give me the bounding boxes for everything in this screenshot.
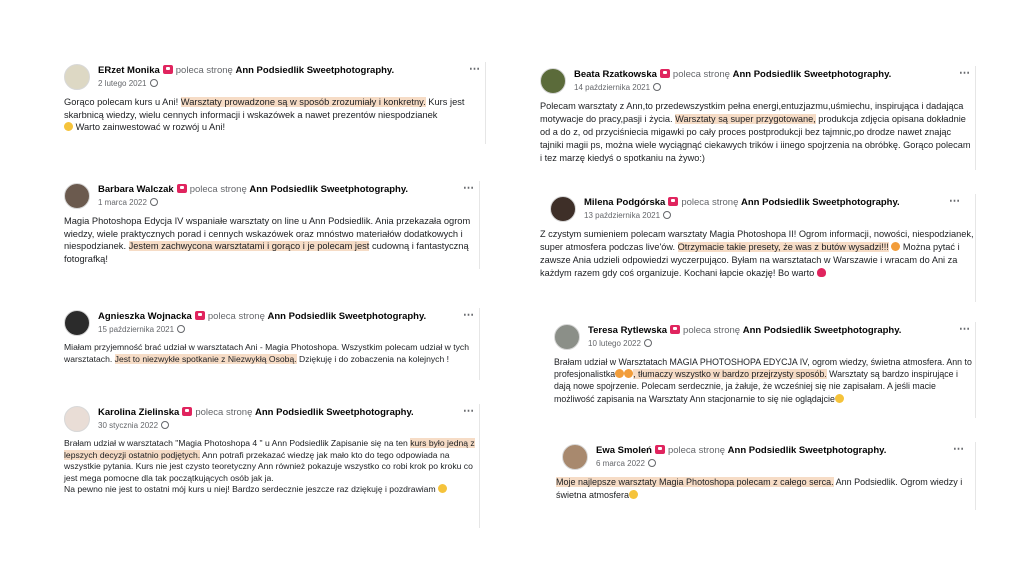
recommend-text: poleca stronę [667,445,726,456]
globe-icon [161,421,169,429]
page-link[interactable]: Ann Podsiedlik Sweetphotography. [249,184,409,195]
more-options-icon[interactable]: ⋯ [469,63,481,75]
clap-emoji-icon [624,369,633,378]
review-header [64,308,479,342]
highlighted-text: Jest to niezwykłe spotkanie z Niezwykłą Osobą. [114,353,297,364]
review-card [554,322,976,418]
review-header [540,66,975,100]
avatar[interactable] [64,64,90,90]
review-header [562,442,975,476]
reviewer-name[interactable]: Barbara Walczak [98,184,174,195]
review-card [64,404,480,528]
highlighted-text: kurs było jedną z lepszych decyzji ostatnio podjętych. [64,438,475,460]
review-card [64,181,480,269]
smile-emoji-icon [835,394,844,403]
globe-icon [663,211,671,219]
smile-emoji-icon [438,484,447,493]
review-header [554,322,975,356]
clap-emoji-icon [615,369,624,378]
more-options-icon[interactable]: ⋯ [463,309,475,321]
avatar[interactable] [562,444,588,470]
review-text: Brałam udział w warsztatach "Magia Photoshopa 4 " u Ann Podsiedlik Zapisanie się na ten kurs było jedną z lepszych decyzji ostatnio podjętych. Ann potrafi przekazać wiedzę jak mało kto do tego odpowiada na wszystkie pytania. Kurs nie jest czysto teoretyczny Ann również pokazuje wszystko co robi krok po kroku co jest mega pomocne dla tak początkujących osób jak ja. Na pewno nie jest to ostatni mój kurs u niej! Bardzo serdecznie jeszcze raz dziękuję i pozdrawiam [64,438,475,495]
globe-icon [177,325,185,333]
avatar[interactable] [64,406,90,432]
review-card [540,194,976,302]
review-card [64,308,480,380]
heart-icon [817,268,826,277]
globe-icon [150,79,158,87]
page-link[interactable]: Ann Podsiedlik Sweetphotography. [235,65,395,76]
highlighted-text: Jestem zachwycona warsztatami i gorąco i je polecam jest [128,241,370,252]
review-card [540,66,976,170]
page-link[interactable]: Ann Podsiedlik Sweetphotography. [267,311,427,322]
review-card [556,442,976,510]
recommend-icon [660,69,670,78]
review-card [64,62,486,144]
recommend-text: poleca stronę [175,65,233,76]
review-header [550,194,975,228]
more-options-icon[interactable]: ⋯ [463,405,475,417]
reviewer-name[interactable]: Agnieszka Wojnacka [98,311,192,322]
page-link[interactable]: Ann Podsiedlik Sweetphotography. [741,197,900,208]
review-header [64,404,479,438]
recommend-icon [670,325,680,334]
recommend-icon [668,197,678,206]
recommend-icon [655,445,665,454]
avatar[interactable] [64,310,90,336]
more-options-icon[interactable]: ⋯ [949,195,961,207]
post-date[interactable]: 10 lutego 2022 [588,339,641,348]
highlighted-text: Moje najlepsze warsztaty Magia Photoshopa polecam z całego serca. [556,477,834,487]
review-text: Brałam udział w Warsztatach MAGIA PHOTOSHOPA EDYCJA IV, ogrom wiedzy, świetna atmosfera. Ann to profesjonalistka , tłumaczy wszystko w bardzo przejrzysty sposób. Warsztaty są bardzo inspirujące i dają nowe spojrzenie. Polecam serdecznie, ja żałuje, że wcześniej się nie zapisałam. A jeśli macie możliwość zapisania na Warsztaty Ann stacjonarnie to się nie oglądajcie [554,357,972,404]
review-text: Miałam przyjemność brać udział w warsztatach Ani - Magia Photoshopa. Wszystkim polecam udział w tych warsztatach. Jest to niezwykłe spotkanie z Niezwykłą Osobą. Dziękuję i do zobaczenia na kolejnych ! [64,342,470,364]
recommend-text: poleca stronę [681,197,739,208]
reviewer-name[interactable]: Milena Podgórska [584,197,666,208]
review-text: Polecam warsztaty z Ann,to przedewszystkim pełna energi,entuzjazmu,uśmiechu, inspirująca i dadająca motywacje do pracy,pasji i życia. Warsztaty są super przygotowane, produkcja zdjęcia opisana dokładnie od a do z, od przyciśniecia migawki po cały proces postprodukcji bez tajmnic,po drodze nawet znając tajniki magii ps, można wiele wyciągnąć ciekawych trików i iinego spojrzenia na obróbkę. Gorąco polecam i tez marzę kiedyś o spotkaniu na żywo:) [540,101,971,163]
review-header [64,62,485,96]
globe-icon [150,198,158,206]
page-link[interactable]: Ann Podsiedlik Sweetphotography. [727,445,887,456]
reviewer-name[interactable]: Teresa Rytlewska [588,325,668,336]
reviewer-name[interactable]: Ewa Smoleń [596,445,652,456]
reviewer-name[interactable]: Beata Rzatkowska [574,69,657,80]
review-header [64,181,479,215]
globe-icon [644,339,652,347]
post-date[interactable]: 30 stycznia 2022 [98,421,159,430]
recommend-icon [163,65,173,74]
recommend-text: poleca stronę [683,325,741,336]
highlighted-text: Warsztaty są super przygotowane, [675,114,816,124]
more-options-icon[interactable]: ⋯ [953,443,965,455]
recommend-text: poleca stronę [672,69,730,80]
smile-emoji-icon [629,490,638,499]
page-link[interactable]: Ann Podsiedlik Sweetphotography. [742,325,902,336]
recommend-icon [177,184,187,193]
post-date[interactable]: 1 marca 2022 [98,198,147,207]
avatar[interactable] [64,183,90,209]
post-date[interactable]: 6 marca 2022 [596,459,645,468]
smile-emoji-icon [64,122,73,131]
recommend-text: poleca stronę [189,184,247,195]
review-text: Moje najlepsze warsztaty Magia Photoshopa polecam z całego serca. Ann Podsiedlik. Ogrom wiedzy i świetna atmosfera [556,477,963,500]
page-link[interactable]: Ann Podsiedlik Sweetphotography. [732,69,892,80]
more-options-icon[interactable]: ⋯ [959,323,971,335]
page-link[interactable]: Ann Podsiedlik Sweetphotography. [255,407,414,418]
reviewer-name[interactable]: Karolina Zielinska [98,407,180,418]
recommend-text: poleca stronę [207,311,265,322]
avatar[interactable] [550,196,576,222]
highlighted-text: Otrzymacie takie presety, że was z butów wysadzi!!! [677,242,889,252]
recommend-icon [195,311,205,320]
highlighted-text: Warsztaty prowadzone są w sposób zrozumiały i konkretny. [180,97,426,107]
globe-icon [653,83,661,91]
highlighted-text: , tłumaczy wszystko w bardzo przejrzysty sposób. [633,369,827,380]
post-date[interactable]: 15 października 2021 [98,325,175,334]
post-date[interactable]: 13 października 2021 [584,211,661,220]
avatar[interactable] [540,68,566,94]
recommend-icon [182,407,192,416]
recommend-text: poleca stronę [195,407,253,418]
review-text: Z czystym sumieniem polecam warsztaty Magia Photoshopa II! Ogrom informacji, nowości, niespodzianek, super atmosfera podczas live'ów. Otrzymacie takie presety, że was z butów wysadzi!!! Można pytać i zawsze Ania udzieli odpowiedzi wyczerpująco. Byłam na warsztatach w Warszawie i wracam do Ani za każdym razem gdy coś organizuje. Kochani łapcie okazję! Bo warto [540,229,974,278]
review-text: Magia Photoshopa Edycja IV wspaniałe warsztaty on line u Ann Podsiedlik. Ania przekazała ogrom wiedzy, wiele praktycznych porad i cennych wskazówek oraz mnóstwo materiałów dodatkowych i niespodzianek. Jestem zachwycona warsztatami i gorąco i je polecam jest cudowną i fantastyczną fotografką! [64,216,471,264]
post-date[interactable]: 2 lutego 2021 [98,79,147,88]
avatar[interactable] [554,324,580,350]
globe-icon [648,459,656,467]
post-date[interactable]: 14 października 2021 [574,83,651,92]
more-options-icon[interactable]: ⋯ [959,67,971,79]
review-text: Gorąco polecam kurs u Ani! Warsztaty prowadzone są w sposób zrozumiały i konkretny. Kurs jest skarbnicą wiedzy, wielu cennych informacji i wskazówek a nawet prezentów niespodzianek Warto zainwestować w rozwój u Ani! [64,97,465,133]
reviewer-name[interactable]: ERzet Monika [98,65,160,76]
more-options-icon[interactable]: ⋯ [463,182,475,194]
